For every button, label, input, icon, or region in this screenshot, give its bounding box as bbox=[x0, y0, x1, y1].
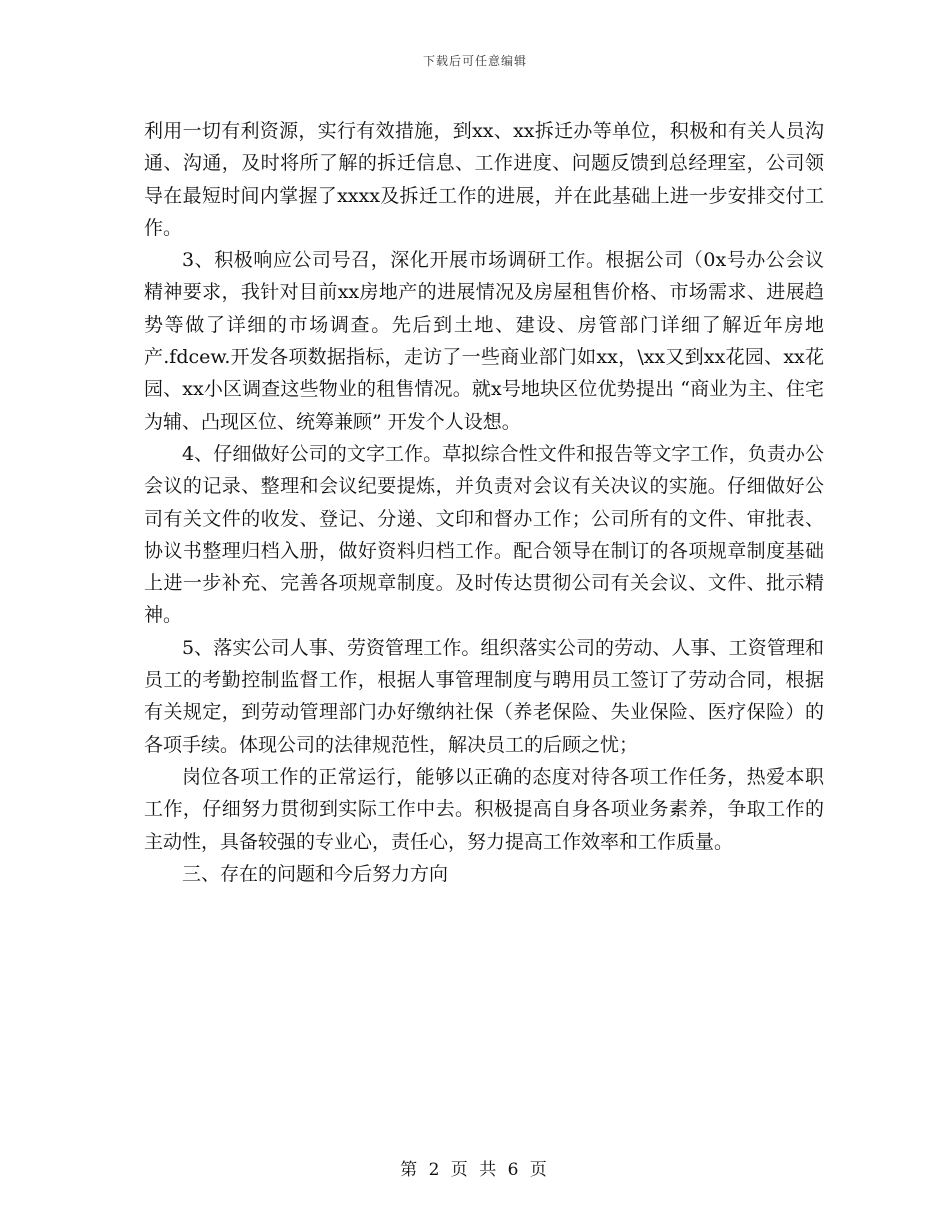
paragraph-position-duties: 岗位各项工作的正常运行，能够以正确的态度对待各项工作任务，热爱本职工作，仔细努力贯彻到实际工作中去。积极提高自身各项业务素养，争取工作的主动性，具备较强的专业心，责任心，努力提高工作效率和工作质量。 bbox=[144, 765, 824, 853]
document-body bbox=[144, 115, 824, 890]
paragraph-item-4: 4、仔细做好公司的文字工作。草拟综合性文件和报告等文字工作，负责办公会议的记录、整理和会议纪要提炼，并负责对会议有关决议的实施。仔细做好公司有关文件的收发、登记、分递、文印和督办工作；公司所有的文件、审批表、协议书整理归档入册，做好资料归档工作。配合领导在制订的各项规章制度基础上进一步补充、完善各项规章制度。及时传达贯彻公司有关会议、文件、批示精神。 bbox=[144, 442, 824, 627]
section-heading-problems: 三、存在的问题和今后努力方向 bbox=[182, 862, 449, 885]
paragraph-item-5: 5、落实公司人事、劳资管理工作。组织落实公司的劳动、人事、工资管理和员工的考勤控制监督工作，根据人事管理制度与聘用员工签订了劳动合同，根据有关规定，到劳动管理部门办好缴纳社保（养老保险、失业保险、医疗保险）的各项手续。体现公司的法律规范性，解决员工的后顾之忧； bbox=[144, 636, 824, 756]
paragraph-item-3: 3、积极响应公司号召，深化开展市场调研工作。根据公司（0x号办公会议精神要求，我针对目前xx房地产的进展情况及房屋租售价格、市场需求、进展趋势等做了详细的市场调查。先后到土地、建设、房管部门详细了解近年房地产.fdcew.开发各项数据指标，走访了一些商业部门如xx，\xx又到xx花园、xx花园、xx小区调查这些物业的租售情况。就x号地块区位优势提出 “商业为主、住宅为辅、凸现区位、统筹兼顾” 开发个人设想。 bbox=[144, 249, 824, 433]
page-number-footer: 第 2 页 共 6 页 bbox=[400, 1160, 550, 1180]
paragraph-continuation: 利用一切有利资源，实行有效措施，到xx、xx拆迁办等单位，积极和有关人员沟通、沟通，及时将所了解的拆迁信息、工作进度、问题反馈到总经理室，公司领导在最短时间内掌握了xxxx及拆迁工作的进展，并在此基础上进一步安排交付工作。 bbox=[144, 120, 824, 239]
page-header: 下载后可任意编辑 bbox=[422, 54, 527, 68]
